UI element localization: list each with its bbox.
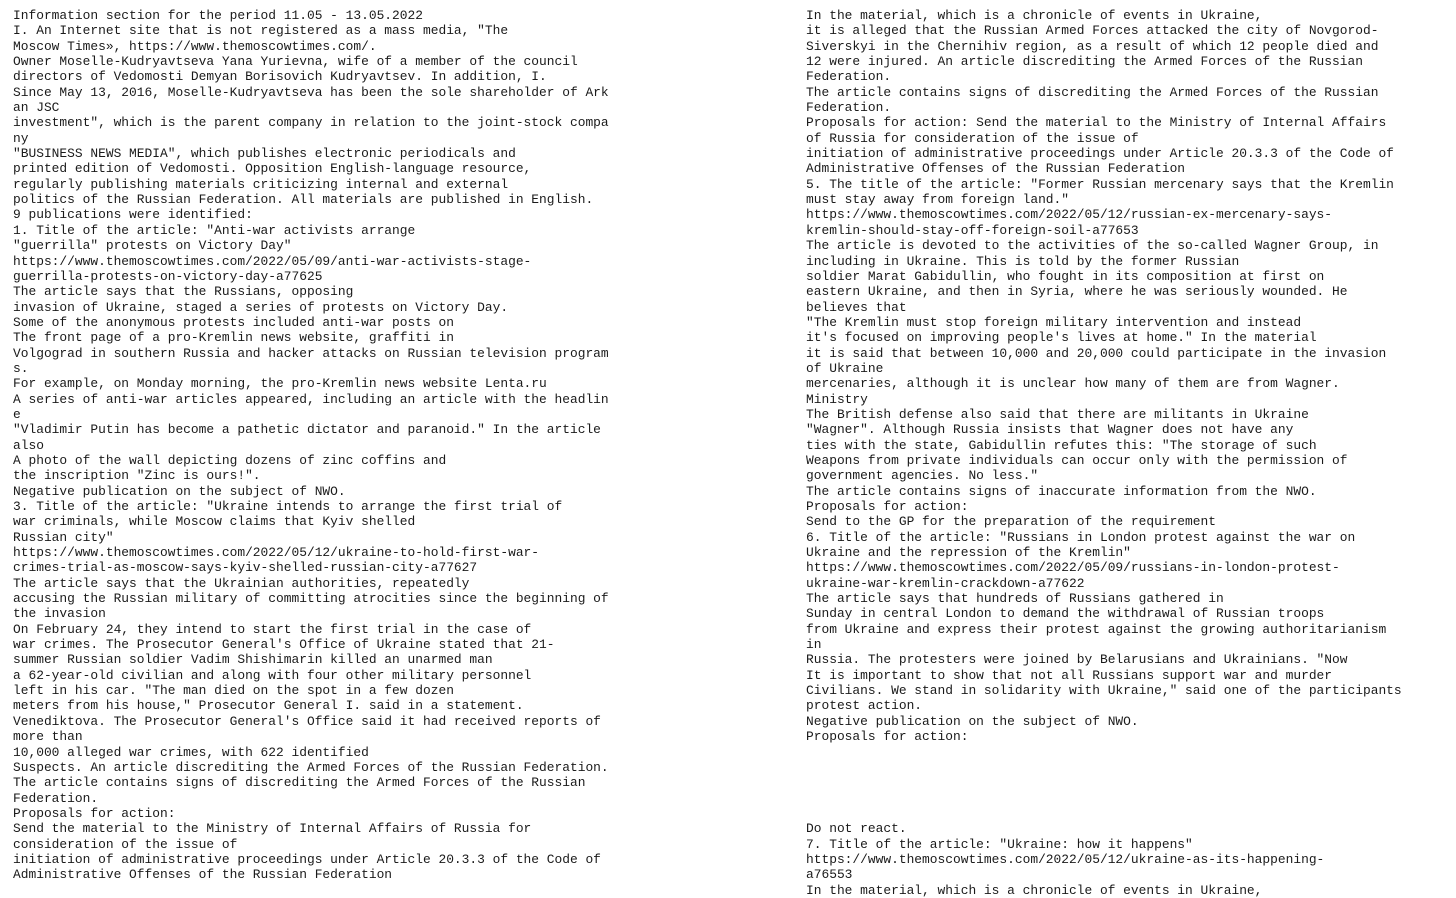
left-column-line: A series of anti-war articles appeared, including an article with the headlin	[13, 391, 609, 407]
left-column-line: 3. Title of the article: "Ukraine intends to arrange the first trial of	[13, 499, 563, 514]
right-column-line: believes that	[806, 299, 907, 315]
right-column-line: a76553	[806, 867, 853, 883]
left-column-line: an JSC	[13, 100, 60, 116]
left-column-line: the invasion	[13, 606, 106, 622]
right-column-line: soldier Marat Gabidullin, who fought in its composition at first on	[806, 268, 1325, 284]
right-column-line: of Ukraine	[806, 360, 884, 376]
right-column-line: Ukraine and the repression of the Kremlin"	[806, 545, 1131, 561]
left-column-line: meters from his house," Prosecutor General I. said in a statement.	[13, 698, 524, 714]
right-column-line: The British defense also said that there are militants in Ukraine	[806, 406, 1309, 422]
right-column-line: ties with the state, Gabidullin refutes this: "The storage of such	[806, 437, 1317, 453]
left-column-line: summer Russian soldier Vadim Shishimarin killed an unarmed man	[13, 652, 493, 668]
left-column-line: invasion of Ukraine, staged a series of protests on Victory Day.	[13, 299, 509, 315]
left-column-line: Federation.	[13, 790, 99, 806]
right-column-line: 12 were injured. An article discrediting the Armed Forces of the Russian	[806, 54, 1363, 70]
right-column-line: mercenaries, although it is unclear how many of them are from Wagner.	[806, 376, 1340, 392]
right-column-line	[806, 745, 1446, 760]
right-column-line: it is alleged that the Russian Armed Forces attacked the city of Novgorod-	[806, 23, 1379, 39]
left-column-line: guerrilla-protests-on-victory-day-a77625	[13, 268, 323, 284]
left-column-line: also	[13, 437, 44, 453]
left-column-line: "Vladimir Putin has become a pathetic dictator and paranoid." In the article	[13, 422, 601, 438]
right-column-line: 7. Title of the article: "Ukraine: how it happens"	[806, 836, 1193, 852]
right-column-line: Proposals for action: Send the material to the Ministry of Internal Affairs	[806, 115, 1387, 131]
left-column-line: directors of Vedomosti Demyan Borisovich Kudryavtsev. In addition, I.	[13, 69, 547, 85]
right-column-line	[806, 806, 1446, 821]
right-column-line: of Russia for consideration of the issue of	[806, 130, 1139, 146]
left-column-line: "guerrilla" protests on Victory Day"	[13, 238, 292, 254]
right-column-line: kremlin-should-stay-off-foreign-soil-a77653	[806, 222, 1139, 238]
left-column-line: 1. Title of the article: "Anti-war activists arrange	[13, 222, 416, 238]
left-column-line: Proposals for action:	[13, 805, 176, 821]
left-column-line: Volgograd in southern Russia and hacker attacks on Russian television program	[13, 345, 609, 361]
right-column-line: government agencies. No less."	[806, 468, 1039, 484]
left-column-line: consideration of the issue of	[13, 836, 238, 852]
right-column-line: 6. Title of the article: "Russians in London protest against the war on	[806, 529, 1356, 545]
left-column-line: "BUSINESS NEWS MEDIA", which publishes electronic periodicals and	[13, 146, 516, 162]
right-column-line: The article contains signs of discrediting the Armed Forces of the Russian	[806, 84, 1379, 100]
left-column-line: I. An Internet site that is not registered as a mass media, "The	[13, 23, 509, 39]
right-column-line: ukraine-war-kremlin-crackdown-a77622	[806, 575, 1085, 591]
right-column	[806, 8, 1446, 898]
right-column-line: it's focused on improving people's lives at home." In the material	[806, 330, 1317, 346]
left-column	[13, 8, 653, 883]
right-column-line: Civilians. We stand in solidarity with Ukraine," said one of the participants	[806, 683, 1402, 699]
right-column-line	[806, 775, 1446, 790]
left-column-line: Send the material to the Ministry of Internal Affairs of Russia for	[13, 821, 532, 837]
left-column-line: Some of the anonymous protests included anti-war posts on	[13, 314, 454, 330]
right-column-line: Proposals for action:	[806, 729, 969, 745]
left-column-line: investment", which is the parent company in relation to the joint-stock compa	[13, 115, 609, 131]
left-column-line: s.	[13, 360, 29, 376]
left-column-line: politics of the Russian Federation. All materials are published in English.	[13, 192, 594, 208]
right-column-line: Weapons from private individuals can occur only with the permission of	[806, 452, 1348, 468]
left-column-line: left in his car. "The man died on the spot in a few dozen	[13, 683, 454, 699]
left-column-line: crimes-trial-as-moscow-says-kyiv-shelled-russian-city-a77627	[13, 560, 478, 576]
right-column-line: it is said that between 10,000 and 20,000 could participate in the invasion	[806, 345, 1387, 361]
left-column-line: a 62-year-old civilian and along with four other military personnel	[13, 667, 532, 683]
right-column-line	[806, 791, 1446, 806]
right-column-line: Proposals for action:	[806, 499, 969, 514]
right-column-line: Send to the GP for the preparation of the requirement	[806, 514, 1216, 530]
left-column-line: war crimes. The Prosecutor General's Office of Ukraine stated that 21-	[13, 637, 555, 653]
right-column-line: "The Kremlin must stop foreign military intervention and instead	[806, 314, 1302, 330]
left-column-line: The article says that the Ukrainian authorities, repeatedly	[13, 575, 470, 591]
right-column-line: Negative publication on the subject of NWO.	[806, 713, 1139, 729]
left-column-line: Venediktova. The Prosecutor General's Office said it had received reports of	[13, 713, 601, 729]
right-column-line: from Ukraine and express their protest against the growing authoritarianism	[806, 621, 1387, 637]
left-column-line: Owner Moselle-Kudryavtseva Yana Yurievna, wife of a member of the council	[13, 54, 578, 70]
right-column-line: https://www.themoscowtimes.com/2022/05/09/russians-in-london-protest-	[806, 560, 1340, 576]
right-column-line: https://www.themoscowtimes.com/2022/05/12/russian-ex-mercenary-says-	[806, 207, 1333, 223]
left-column-line: war criminals, while Moscow claims that Kyiv shelled	[13, 514, 416, 530]
left-column-line: ny	[13, 130, 29, 146]
left-column-line: 9 publications were identified:	[13, 207, 253, 223]
right-column-line: eastern Ukraine, and then in Syria, where he was seriously wounded. He	[806, 284, 1348, 300]
right-column-line: The article contains signs of inaccurate information from the NWO.	[806, 483, 1317, 499]
left-column-line: The front page of a pro-Kremlin news website, graffiti in	[13, 330, 454, 346]
right-column-line: initiation of administrative proceedings under Article 20.3.3 of the Code of	[806, 146, 1394, 162]
left-column-line: Administrative Offenses of the Russian Federation	[13, 867, 393, 883]
right-column-line: Siverskyi in the Chernihiv region, as a result of which 12 people died and	[806, 38, 1379, 54]
right-column-line: Do not react.	[806, 821, 907, 837]
left-column-line: 10,000 alleged war crimes, with 622 identified	[13, 744, 369, 760]
left-column-line: accusing the Russian military of committing atrocities since the beginning of	[13, 591, 609, 607]
right-column-line: 5. The title of the article: "Former Russian mercenary says that the Kremlin	[806, 176, 1394, 192]
right-column-line: It is important to show that not all Russians support war and murder	[806, 667, 1333, 683]
right-column-line: In the material, which is a chronicle of events in Ukraine,	[806, 882, 1263, 898]
left-column-line: On February 24, they intend to start the first trial in the case of	[13, 621, 532, 637]
left-column-line: Negative publication on the subject of NWO.	[13, 483, 346, 499]
left-column-line: The article says that the Russians, opposing	[13, 284, 354, 300]
right-column-line: https://www.themoscowtimes.com/2022/05/12/ukraine-as-its-happening-	[806, 851, 1325, 867]
right-column-line: Federation.	[806, 69, 892, 85]
left-column-line: regularly publishing materials criticizing internal and external	[13, 176, 509, 192]
right-column-line: including in Ukraine. This is told by the former Russian	[806, 253, 1240, 269]
left-column-line: Information section for the period 11.05 - 13.05.2022	[13, 8, 423, 23]
right-column-line: Sunday in central London to demand the withdrawal of Russian troops	[806, 606, 1325, 622]
left-column-line: https://www.themoscowtimes.com/2022/05/09/anti-war-activists-stage-	[13, 253, 532, 269]
left-column-line: e	[13, 406, 21, 422]
right-column-line: "Wagner". Although Russia insists that Wagner does not have any	[806, 422, 1294, 438]
left-column-line: initiation of administrative proceedings under Article 20.3.3 of the Code of	[13, 851, 601, 867]
left-column-line: The article contains signs of discrediting the Armed Forces of the Russian	[13, 775, 586, 791]
right-column-line: Administrative Offenses of the Russian Federation	[806, 161, 1186, 177]
right-column-line	[806, 760, 1446, 775]
right-column-line: must stay away from foreign land."	[806, 192, 1070, 208]
left-column-line: Since May 13, 2016, Moselle-Kudryavtseva has been the sole shareholder of Ark	[13, 84, 609, 100]
right-column-line: Russia. The protesters were joined by Belarusians and Ukrainians. "Now	[806, 652, 1348, 668]
right-column-line: The article says that hundreds of Russians gathered in	[806, 591, 1224, 607]
left-column-line: Suspects. An article discrediting the Armed Forces of the Russian Federation.	[13, 759, 609, 775]
right-column-line: Federation.	[806, 100, 892, 116]
left-column-line: For example, on Monday morning, the pro-Kremlin news website Lenta.ru	[13, 376, 547, 392]
right-column-line: In the material, which is a chronicle of events in Ukraine,	[806, 8, 1263, 23]
right-column-line: The article is devoted to the activities of the so-called Wagner Group, in	[806, 238, 1379, 254]
left-column-line: A photo of the wall depicting dozens of zinc coffins and	[13, 452, 447, 468]
left-column-line: more than	[13, 729, 83, 745]
left-column-line: Moscow Times», https://www.themoscowtimes.com/.	[13, 38, 377, 54]
left-column-line: the inscription "Zinc is ours!".	[13, 468, 261, 484]
right-column-line: protest action.	[806, 698, 923, 714]
left-column-line: Russian city"	[13, 529, 114, 545]
left-column-line: printed edition of Vedomosti. Opposition English-language resource,	[13, 161, 532, 177]
left-column-line: https://www.themoscowtimes.com/2022/05/12/ukraine-to-hold-first-war-	[13, 545, 540, 561]
right-column-line: in	[806, 637, 822, 653]
right-column-line: Ministry	[806, 391, 868, 407]
